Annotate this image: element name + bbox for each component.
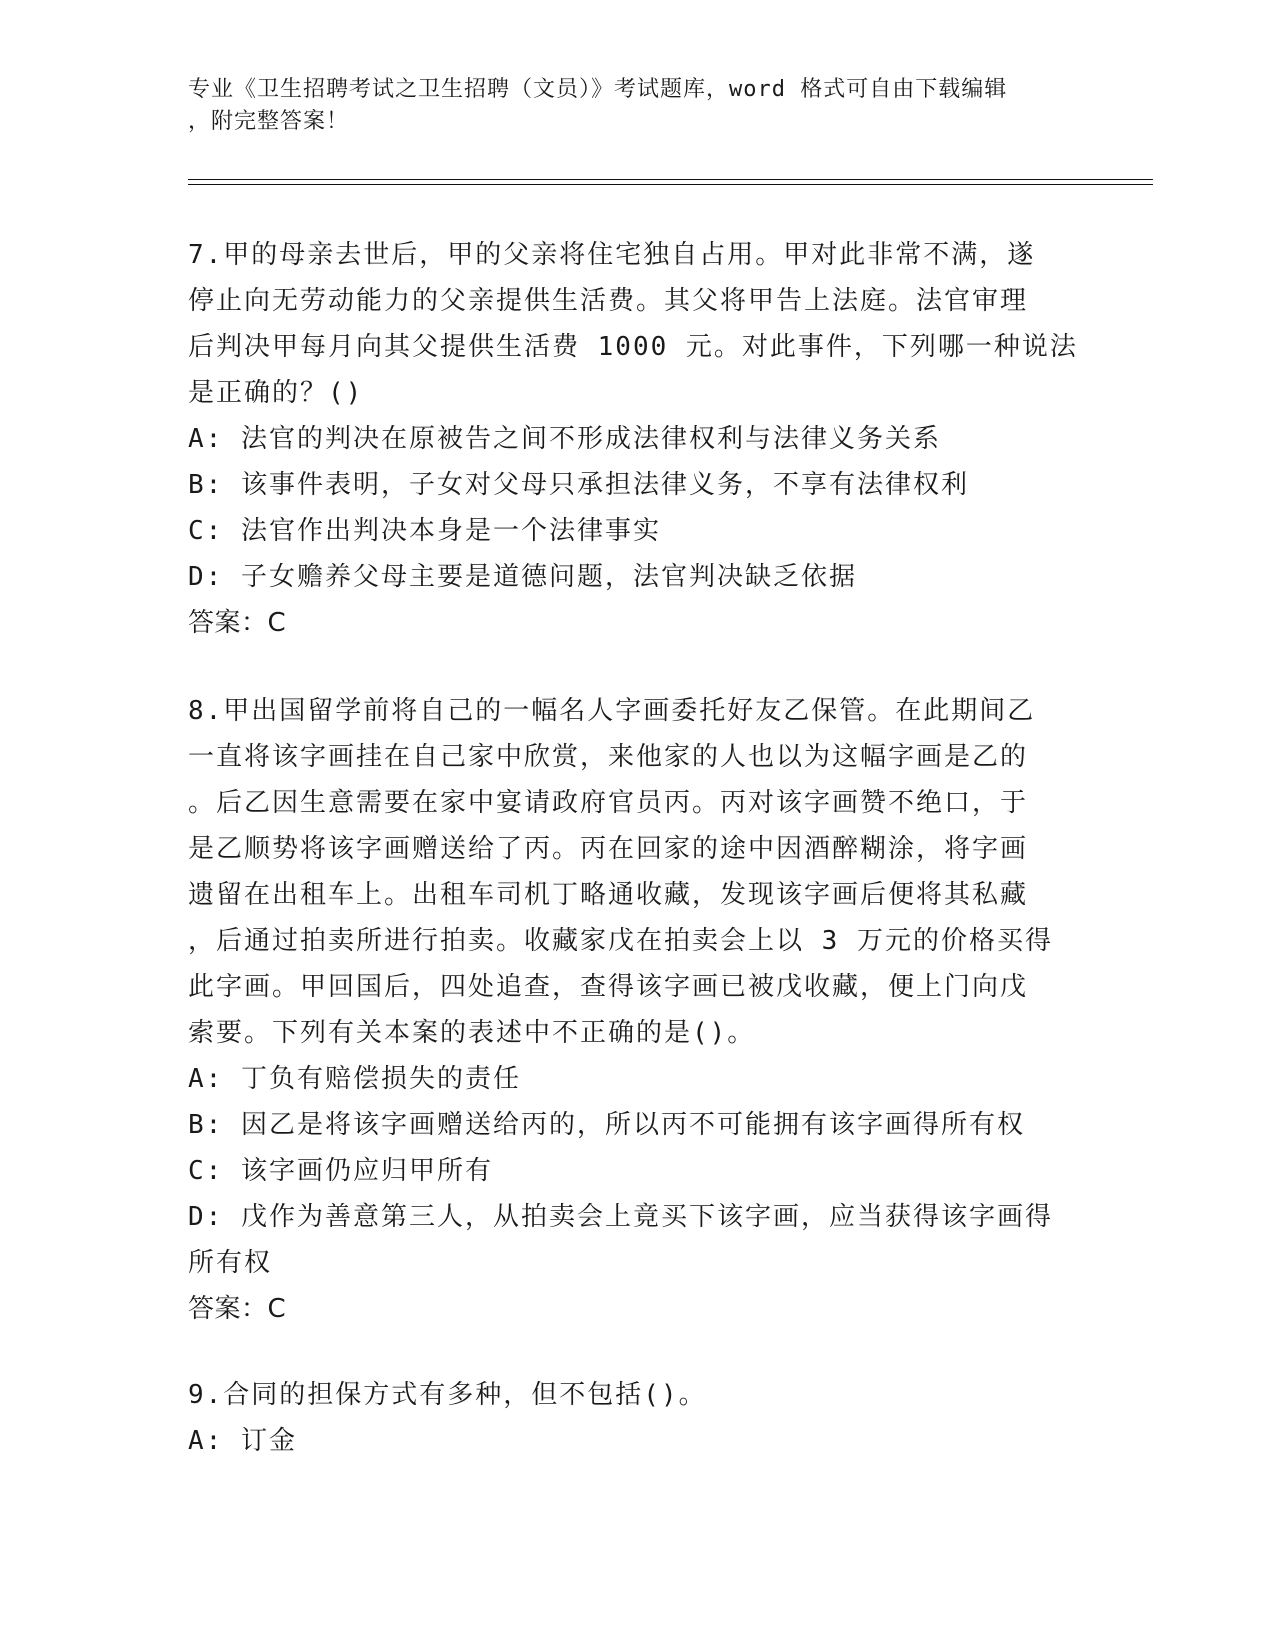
option-d: D: 戊作为善意第三人，从拍卖会上竟买下该字画，应当获得该字画得 所有权 [188, 1202, 1053, 1278]
option-d: D: 子女赡养父母主要是道德问题，法官判决缺乏依据 [188, 562, 857, 592]
option-c: C: 法官作出判决本身是一个法律事实 [188, 516, 661, 546]
option-b: B: 因乙是将该字画赠送给丙的，所以丙不可能拥有该字画得所有权 [188, 1110, 1025, 1140]
header-divider-bottom [188, 184, 1153, 185]
option-a: A: 法官的判决在原被告之间不形成法律权利与法律义务关系 [188, 424, 941, 454]
question-text: 9.合同的担保方式有多种，但不包括()。 [188, 1380, 707, 1410]
option-a: A: 订金 [188, 1426, 297, 1456]
question-text: 8.甲出国留学前将自己的一幅名人字画委托好友乙保管。在此期间乙 一直将该字画挂在自己家中欣赏，来他家的人也以为这幅字画是乙的 。后乙因生意需要在家中宴请政府官员丙。丙对该字画赞不绝口，于 是乙顺势将该字画赠送给了丙。丙在回家的途中因酒醉糊涂，将字画 遗留在出租车上。出租车司机丁略通收藏，发现该字画后便将其私藏 ，后通过拍卖所进行拍卖。收藏家戊在拍卖会上以 3 万元的价格买得 此字画。甲回国后，四处追查，查得该字画已被戊收藏，便上门向戊 索要。下列有关本案的表述中不正确的是()。 [188, 696, 1053, 1048]
answer: 答案：C [188, 608, 287, 638]
option-a: A: 丁负有赔偿损失的责任 [188, 1064, 521, 1094]
option-b: B: 该事件表明，子女对父母只承担法律义务，不享有法律权利 [188, 470, 969, 500]
answer: 答案：C [188, 1294, 287, 1324]
document-header: 专业《卫生招聘考试之卫生招聘（文员）》考试题库，word 格式可自由下载编辑 ，附完整答案！ [188, 77, 1008, 134]
question-9 [188, 1372, 1088, 1464]
option-c: C: 该字画仍应归甲所有 [188, 1156, 493, 1186]
question-8 [188, 688, 1088, 1332]
question-7 [188, 232, 1088, 646]
question-text: 7.甲的母亲去世后，甲的父亲将住宅独自占用。甲对此非常不满，遂 停止向无劳动能力的父亲提供生活费。其父将甲告上法庭。法官审理 后判决甲每月向其父提供生活费 1000 元。对此事件，下列哪一种说法 是正确的？() [188, 240, 1078, 408]
header-divider-top [188, 179, 1153, 180]
